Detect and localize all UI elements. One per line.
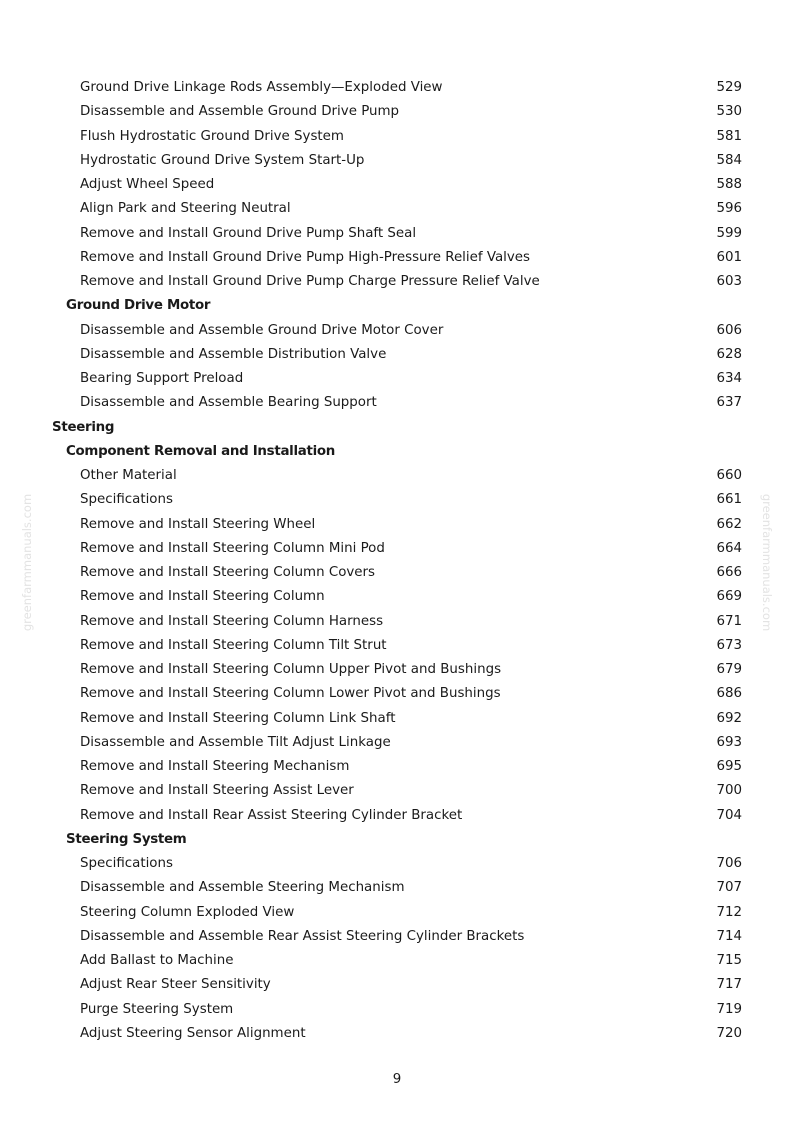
toc-entry-title: Remove and Install Rear Assist Steering Cylinder Bracket [80, 807, 463, 823]
toc-subsection-heading[interactable] [0, 828, 794, 852]
toc-entry[interactable] [0, 998, 794, 1022]
toc-entry[interactable] [0, 76, 794, 100]
toc-entry-title: Flush Hydrostatic Ground Drive System [80, 128, 344, 144]
toc-entry-title: Disassemble and Assemble Steering Mechanism [80, 880, 405, 896]
toc-entry[interactable] [0, 755, 794, 779]
toc-entry-title: Purge Steering System [80, 1001, 234, 1017]
toc-entry[interactable] [0, 391, 794, 415]
toc-entry-page: 712 [716, 904, 742, 920]
toc-entry-title: Remove and Install Steering Column Upper Pivot and Bushings [80, 662, 502, 677]
toc-entry-title: Steering Column Exploded View [80, 904, 295, 920]
toc-entry[interactable] [0, 949, 794, 973]
toc-entry-page: 704 [716, 807, 742, 823]
toc-entry-page: 695 [716, 759, 742, 774]
toc-entry-page: 715 [716, 953, 742, 968]
toc-entry-title: Disassemble and Assemble Tilt Adjust Linkage [80, 734, 391, 750]
toc-entry-title: Bearing Support Preload [80, 371, 244, 386]
toc-entry[interactable] [0, 149, 794, 173]
toc-entry[interactable] [0, 585, 794, 609]
toc-entry-title: Disassemble and Assemble Bearing Support [80, 395, 377, 411]
toc-entry[interactable] [0, 804, 794, 828]
toc-entry-page: 628 [716, 346, 742, 362]
toc-entry-page: 530 [716, 104, 742, 120]
toc-entry[interactable] [0, 852, 794, 876]
toc-entry-title: Remove and Install Steering Column [80, 589, 325, 605]
toc-entry-title: Other Material [80, 468, 177, 483]
toc-entry-page: 692 [716, 710, 742, 726]
toc-entry[interactable] [0, 537, 794, 561]
toc-entry-page: 666 [716, 565, 742, 580]
toc-entry-page: 706 [716, 856, 742, 871]
toc-entry-page: 606 [716, 322, 742, 338]
toc-entry[interactable] [0, 610, 794, 634]
toc-entry-page: 707 [716, 880, 742, 896]
toc-entry-title: Adjust Rear Steer Sensitivity [80, 977, 271, 993]
toc-entry-page: 634 [716, 371, 742, 386]
toc-entry-page: 693 [716, 734, 742, 750]
toc-entry[interactable] [0, 270, 794, 294]
toc-entry-title: Adjust Steering Sensor Alignment [80, 1025, 306, 1041]
toc-entry-page: 714 [716, 928, 742, 944]
toc-entry-title: Specifications [80, 492, 173, 508]
toc-entry-page: 719 [716, 1001, 742, 1017]
toc-entry-title: Remove and Install Steering Mechanism [80, 759, 350, 774]
toc-entry-page: 717 [716, 977, 742, 993]
toc-entry-title: Remove and Install Steering Assist Lever [80, 783, 354, 799]
toc-entry[interactable] [0, 634, 794, 658]
toc-entry-page: 664 [716, 540, 742, 556]
toc-section-heading[interactable] [0, 416, 794, 440]
toc-entry-page: 599 [716, 225, 742, 241]
toc-entry-title: Disassemble and Assemble Distribution Valve [80, 346, 387, 362]
toc-entry-title: Hydrostatic Ground Drive System Start-Up [80, 152, 365, 168]
toc-entry-page: 662 [716, 516, 742, 532]
toc-entry-page: 700 [716, 783, 742, 799]
toc-entry-title: Remove and Install Ground Drive Pump Charge Pressure Relief Valve [80, 274, 540, 289]
toc-entry-page: 671 [716, 613, 742, 629]
watermark-text: greenfarmmanuals.com [20, 493, 34, 632]
toc-entry-title: Remove and Install Ground Drive Pump Shaft Seal [80, 225, 417, 241]
toc-entry-page: 596 [716, 201, 742, 217]
toc-entry[interactable] [0, 464, 794, 488]
toc-entry-title: Remove and Install Steering Column Link Shaft [80, 710, 396, 726]
toc-entry-page: 603 [716, 274, 742, 289]
toc-entry-title: Remove and Install Steering Column Tilt Strut [80, 637, 387, 653]
toc-entry-title: Ground Drive Linkage Rods Assembly—Exploded View [80, 80, 443, 95]
toc-entry[interactable] [0, 876, 794, 900]
toc-entry[interactable] [0, 779, 794, 803]
toc-entry-page: 660 [716, 468, 742, 483]
toc-entry[interactable] [0, 100, 794, 124]
toc-entry-title: Disassemble and Assemble Rear Assist Steering Cylinder Brackets [80, 928, 525, 944]
page-number: 9 [392, 1072, 402, 1087]
toc-entry[interactable] [0, 488, 794, 512]
watermark-right [760, 490, 774, 635]
toc-entry-title: Align Park and Steering Neutral [80, 201, 291, 217]
toc-entry[interactable] [0, 125, 794, 149]
toc-entry[interactable] [0, 319, 794, 343]
toc-entry[interactable] [0, 658, 794, 682]
toc-entry[interactable] [0, 925, 794, 949]
toc-entry-title: Disassemble and Assemble Ground Drive Pump [80, 104, 400, 120]
toc-entry[interactable] [0, 246, 794, 270]
toc-entry[interactable] [0, 197, 794, 221]
toc-entry-page: 581 [716, 128, 742, 144]
toc-entry-title: Specifications [80, 856, 173, 871]
toc-entry-title: Remove and Install Steering Column Mini Pod [80, 540, 385, 556]
toc-entry-title: Remove and Install Steering Wheel [80, 516, 316, 532]
toc-entry[interactable] [0, 222, 794, 246]
watermark-left [20, 490, 34, 635]
watermark-text: greenfarmmanuals.com [760, 493, 774, 632]
toc-entry[interactable] [0, 731, 794, 755]
toc-entry-title: Remove and Install Steering Column Covers [80, 565, 376, 580]
toc-entry-page: 679 [716, 662, 742, 677]
toc-entry-page: 720 [716, 1025, 742, 1041]
toc-entry[interactable] [0, 973, 794, 997]
toc-entry[interactable] [0, 682, 794, 706]
toc-entry[interactable] [0, 707, 794, 731]
toc-entry[interactable] [0, 513, 794, 537]
toc-entry[interactable] [0, 367, 794, 391]
toc-entry-title: Remove and Install Steering Column Lower Pivot and Bushings [80, 686, 501, 702]
toc-entry-page: 673 [716, 637, 742, 653]
toc-entry-page: 637 [716, 395, 742, 411]
toc-entry-page: 529 [716, 80, 742, 95]
toc-subsection-heading[interactable] [0, 440, 794, 464]
toc-entry[interactable] [0, 1022, 794, 1046]
toc-entry[interactable] [0, 561, 794, 585]
toc-entry[interactable] [0, 901, 794, 925]
toc-entry-title: Add Ballast to Machine [80, 953, 234, 968]
toc-entry-page: 669 [716, 589, 742, 605]
toc-entry[interactable] [0, 343, 794, 367]
toc-subsection-title: Ground Drive Motor [66, 298, 211, 314]
toc-entry-title: Disassemble and Assemble Ground Drive Motor Cover [80, 322, 444, 338]
toc-subsection-title: Component Removal and Installation [66, 443, 336, 459]
toc-entry-page: 588 [716, 177, 742, 192]
toc-entry-page: 584 [716, 152, 742, 168]
toc-entry-title: Adjust Wheel Speed [80, 177, 215, 192]
toc-subsection-heading[interactable] [0, 294, 794, 318]
toc-section-title: Steering [52, 419, 115, 435]
toc-entry[interactable] [0, 173, 794, 197]
toc-entry-title: Remove and Install Ground Drive Pump High-Pressure Relief Valves [80, 249, 531, 265]
toc-entry-title: Remove and Install Steering Column Harness [80, 613, 384, 629]
toc-entry-page: 661 [716, 492, 742, 508]
toc-subsection-title: Steering System [66, 831, 187, 847]
toc-entry-page: 601 [716, 249, 742, 265]
table-of-contents [0, 76, 794, 1046]
toc-entry-page: 686 [716, 686, 742, 702]
